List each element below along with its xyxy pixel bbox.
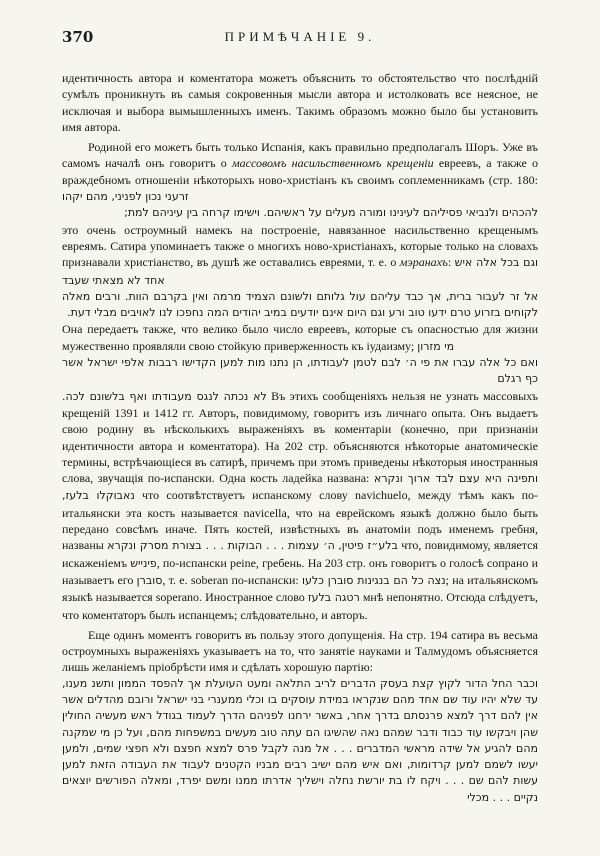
hebrew-quote: רטגה בלעז: [307, 591, 360, 605]
page-number: 370: [62, 28, 94, 46]
paragraph-3: [62, 627, 538, 676]
hebrew-quote: מי מזרון: [417, 339, 455, 353]
paragraph-1: идентичность автора и коментатора можетъ объяснить то обстоятельство что послѣдній сумѣлъ проникнуть въ самыя сокровенныя мысли автора и истолковать все неясное, не исключая и выбора вымышленныхъ именъ. Такимъ образомъ можно было бы установить имя автора.: [62, 71, 538, 134]
text-run: Еще одинъ моментъ говоритъ въ пользу этого допущенія. На стр. 194 сатира въ весьма остроумныхъ выраженіяхъ указываетъ на то, что занятіе науками и Талмудомъ объясняется лишь желаніемъ пріобрѣсти имя и сдѣлать хорошую партію:: [62, 627, 538, 675]
hebrew-quote-block: ואם כל אלה עברו את פי ה׳ לבם לטמן לעבודתו, הן נתנו מות למען הקדישו רבבות אלפי ישראל אשר כף רגלם: [62, 356, 538, 386]
paragraph-2-cont: [62, 388, 538, 623]
page-header: [62, 28, 538, 48]
text-run: Она передаетъ также, что велико было число евреевъ, которые съ опасностью для жизни мужественно проявляли свою стойкую приверженность къ іудаизму;: [62, 322, 538, 353]
body-text: [62, 70, 538, 842]
text-run: , т. е. soberan по-испански:: [162, 572, 299, 587]
hebrew-quote-block: וכבר החל הדור לקוץ קצת בעסק הדברים לריב התלאה ומעט העועלת אך להפסד הממון ותשנ מענו, עד שלא יהיו עוד שם אחד מהם שנקראו במידת עוסקים בו וכלי ממענרי בני ישראל ורובם מהדלים אשר אין להם דרך למצא פרנסתם בדרך אחר, באשר ירחנו לפניהם הדרך לעמוד בגודל ראש מעשיה החולין שהן ויבקשו עוד כבוד ודבר שמהם נאה שהשיגו הם עתה טוב מעשים במשפחות מהם, ועל כן מי שמקנה מהם להגיע אל שידה מראשי המדברים . . . אל מנה לקבל פרס למצא חפצם ולא חפצי שמים, ולמען יעשו לשמם למען קרדומות, ואם איש מהם ישיב רבים מבניו הקטנים לעבוד את העבודה הזאת למען עשות להם שם . . . ויקח לו בת יורשת נחלה וישליך אדרתו ממנו ומשם יפרד, ומאלה הפורשים יוצאים נקיים . . . מכלי: [62, 676, 538, 804]
hebrew-quote: בלע״ז פיטין,: [338, 539, 398, 553]
paragraph-2-cont: это очень остроумный намекъ на построеніе, навязанное насильственно крещенымъ евреямъ. Сатира упоминаетъ также о многихъ ново-христіанахъ, которые только на словахъ признавали христіанство, въ душѣ же оставались евреями, т. е. о мэранахъ: וגם בכל אלה איש אחד לא מצאתי שעבד: [62, 222, 538, 287]
hebrew-quote: סוברן: [136, 573, 163, 587]
text-run: что соотвѣтствуетъ испанскому слову navichuelo, между тѣмъ какъ по-итальянски эта кость называется navicella, что на еврейскомъ языкѣ должно было быть передано совсѣмъ иначе. Пять костей, извѣстныхъ въ анатоміи подъ именемъ гребня, названы: [62, 488, 538, 553]
running-title: ПРИМѢЧАНІЕ 9.: [224, 29, 376, 44]
italic-term: массовомъ насильственномъ крещеніи: [231, 156, 434, 171]
text-run: это очень остроумный намекъ на построеніе, навязанное насильственно крещенымъ евреямъ. Сатира упоминаетъ также о многихъ ново-христіанахъ, которые только на словахъ признавали христіанство, въ душѣ же оставались евреями, т. е. о: [62, 222, 538, 270]
hebrew-quote: פינייש: [130, 556, 157, 570]
text-run: Въ этихъ сообщеніяхъ нельзя не узнать массовыхъ крещеній 1391 и 1412 гг. Авторъ, повидимому, говоритъ изъ личнаго опыта. Онъ выдаетъ свою родину въ нѣсколькихъ выраженіяхъ въ коментаріи (конечно, при признаніи идентичности автора и коментатора). На 202 стр. объясняются нѣкоторые анатомическіе термины, встрѣчающіеся въ сатирѣ, причемъ при этомъ приведены нѣкоторыя иностранныя слова, звучащія по-испански. Одна кость ладейка названа:: [62, 388, 538, 486]
hebrew-quote: זרעני נכון לפניני, מהם יקהו: [62, 190, 189, 204]
hebrew-quote: ותפינה היא עצם לבד ארוך ונקרא נאבוקלו בלעז,: [62, 472, 538, 503]
hebrew-quote: נצה כל הם בנגינות סוברן כלעו: [302, 573, 446, 587]
italic-term: мэранахъ: [399, 255, 448, 270]
paragraph-2-cont: [62, 321, 538, 355]
text-run: что, повидимому, является искаженіемъ: [62, 538, 538, 570]
hebrew-quote: וגם בכל אלה איש אחד לא מצאתי שעבד: [62, 256, 538, 287]
text-run: ; на итальянскомъ языкѣ называется soperano. Иностранное слово: [62, 572, 538, 605]
text-run: евреевъ, а также о враждебномъ отношеніи нѣкоторыхъ ново-христіанъ къ своимъ соплеменникамъ (стр. 180:: [62, 156, 538, 187]
text-run: мнѣ непонятно. Отсюда слѣдуетъ, что коментаторъ былъ испанцемъ; слѣдовательно, и авторъ.: [62, 590, 538, 622]
hebrew-quote: ה׳ עצמות . . . הבוקות . . . בצורת מסרק ונקרא: [107, 539, 335, 553]
hebrew-quote: לא נכתה לנגס מעבודתו ואף בלשונם לכה.: [62, 389, 267, 403]
hebrew-quote-block: להכהים ולנביאי פסיליהם לעינינו ומורה מעלים על ראשיהם. וישימו קרחה בין עיניהם למת;: [124, 206, 538, 220]
paragraph-2: [62, 139, 538, 205]
hebrew-quote-block: אל זר לעבור ברית, אך כבד עליהם עול גלותם ולשונם הצמיד מרמה ואין בקרבם הוות. ורבים מאלה לקוחים בזרוע טרם ידעו טוב ורע וגם היום אינם יודעים במיב יהודים המה נחפכו לנו לאויבים מבלי דעת.: [62, 289, 538, 320]
text-run: Родиной его можетъ быть только Испанія, какъ правильно предполагалъ Шоръ. Уже въ самомъ началѣ онъ говоритъ о: [62, 140, 538, 171]
text-run: , по-испански peine, гребень. На 203 стр. онъ говоритъ о голосѣ сопрано и называетъ его: [62, 555, 538, 587]
